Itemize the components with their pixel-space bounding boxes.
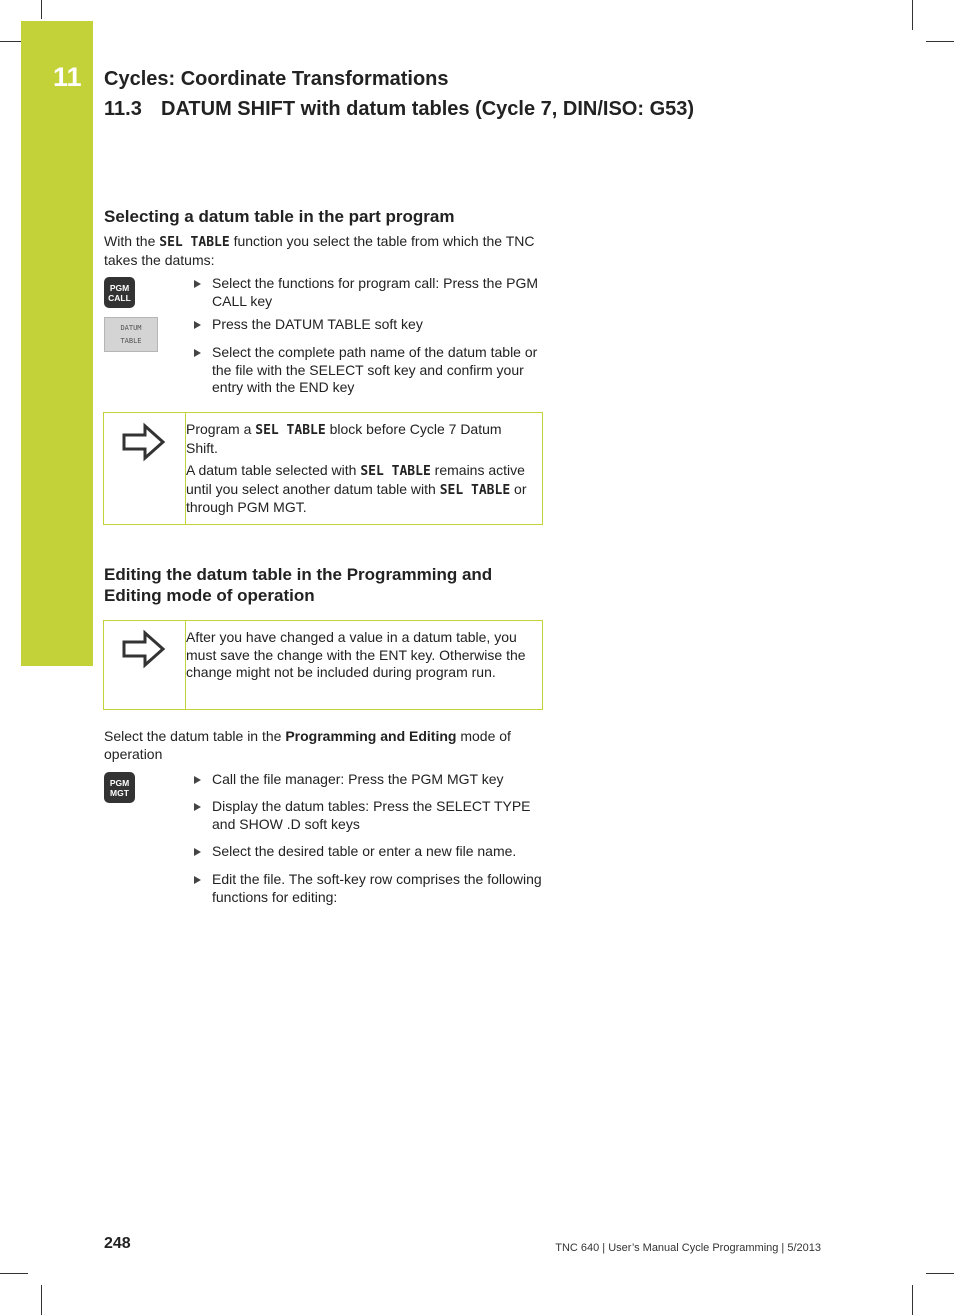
step-text: Select the desired table or enter a new file name. xyxy=(212,843,517,859)
intro-text: function you select the table from which the TNC takes the datums: xyxy=(104,233,535,268)
step-item xyxy=(194,275,542,310)
step-item xyxy=(194,344,542,397)
note-paragraph xyxy=(186,462,531,517)
intro-text: With the xyxy=(104,233,160,249)
triangle-bullet-icon xyxy=(194,349,201,357)
heading-line: Editing the datum table in the Programming and xyxy=(104,565,493,584)
step-item xyxy=(194,316,542,334)
step-item xyxy=(194,798,542,833)
note-box xyxy=(103,620,543,710)
key-label: CALL xyxy=(108,292,131,303)
softkey-label: DATUM xyxy=(120,323,142,332)
step-text: Press the DATUM TABLE soft key xyxy=(212,316,423,332)
heading-selecting-datum-table: Selecting a datum table in the part program xyxy=(104,207,455,226)
triangle-bullet-icon xyxy=(194,803,201,811)
datum-table-softkey xyxy=(104,317,158,352)
step-text: Select the functions for program call: Press the PGM CALL key xyxy=(212,275,539,309)
note-text xyxy=(186,421,531,517)
note-text: After you have changed a value in a datum table, you must save the change with the ENT key. Otherwise the change might not be included during program run. xyxy=(186,629,526,680)
footer-text: TNC 640 | User’s Manual Cycle Programming | 5/2013 xyxy=(555,1242,821,1254)
pgm-mgt-key xyxy=(104,772,135,803)
triangle-bullet-icon xyxy=(194,280,201,288)
note-paragraph xyxy=(186,421,531,457)
heading-line: Editing mode of operation xyxy=(104,586,315,605)
triangle-bullet-icon xyxy=(194,848,201,856)
arrow-right-icon xyxy=(121,422,167,462)
key-label: MGT xyxy=(110,787,129,798)
pgm-call-key xyxy=(104,277,135,308)
chapter-tab xyxy=(21,21,93,666)
step-text: Select the complete path name of the datum table or the file with the SELECT soft key and confirm your entry with the END key xyxy=(212,344,538,395)
code-sel-table: SEL TABLE xyxy=(360,464,431,479)
note-text-part: A datum table selected with xyxy=(186,462,361,478)
crop-mark xyxy=(41,1285,42,1315)
bold-mode-name: Programming and Editing xyxy=(285,728,457,744)
intro-paragraph xyxy=(104,233,544,269)
section-number: 11.3 xyxy=(104,98,142,120)
section-title xyxy=(104,98,694,121)
step-item xyxy=(194,843,542,861)
crop-mark xyxy=(0,1273,28,1274)
intro-paragraph xyxy=(104,728,544,763)
intro-text: mode of operation xyxy=(104,728,511,762)
crop-mark xyxy=(912,1285,913,1315)
key-label: PGM xyxy=(109,777,130,788)
chapter-title: Cycles: Coordinate Transformations xyxy=(104,68,449,90)
intro-text: Select the datum table in the xyxy=(104,728,286,744)
triangle-bullet-icon xyxy=(194,321,201,329)
note-text-part: or through PGM MGT. xyxy=(186,480,527,515)
heading-editing-datum-table xyxy=(104,564,492,606)
triangle-bullet-icon xyxy=(194,776,201,784)
code-sel-table: SEL TABLE xyxy=(439,482,511,498)
step-item xyxy=(194,871,542,906)
page-number: 248 xyxy=(104,1235,131,1252)
step-text: Display the datum tables: Press the SELECT TYPE and SHOW .D soft keys xyxy=(212,798,531,832)
section-title-text: DATUM SHIFT with datum tables (Cycle 7, DIN/ISO: G53) xyxy=(161,98,695,120)
arrow-right-icon xyxy=(121,629,167,669)
code-sel-table: SEL TABLE xyxy=(159,235,230,250)
crop-mark xyxy=(912,0,913,30)
code-sel-table: SEL TABLE xyxy=(255,423,326,438)
step-text: Edit the file. The soft-key row comprises the following functions for editing: xyxy=(212,871,542,905)
crop-mark xyxy=(41,0,42,19)
step-item xyxy=(194,771,542,789)
triangle-bullet-icon xyxy=(194,876,201,884)
crop-mark xyxy=(926,41,954,42)
note-box xyxy=(103,412,543,525)
crop-mark xyxy=(926,1273,954,1274)
softkey-label: TABLE xyxy=(120,336,142,345)
crop-mark xyxy=(0,41,21,42)
note-text-part: remains active until you select another datum table with xyxy=(186,462,525,497)
note-text-part: Program a xyxy=(186,421,256,437)
chapter-number: 11 xyxy=(53,62,82,92)
key-label: PGM xyxy=(109,282,130,293)
note-text-part: block before Cycle 7 Datum Shift. xyxy=(186,421,502,456)
step-text: Call the file manager: Press the PGM MGT key xyxy=(212,771,504,787)
